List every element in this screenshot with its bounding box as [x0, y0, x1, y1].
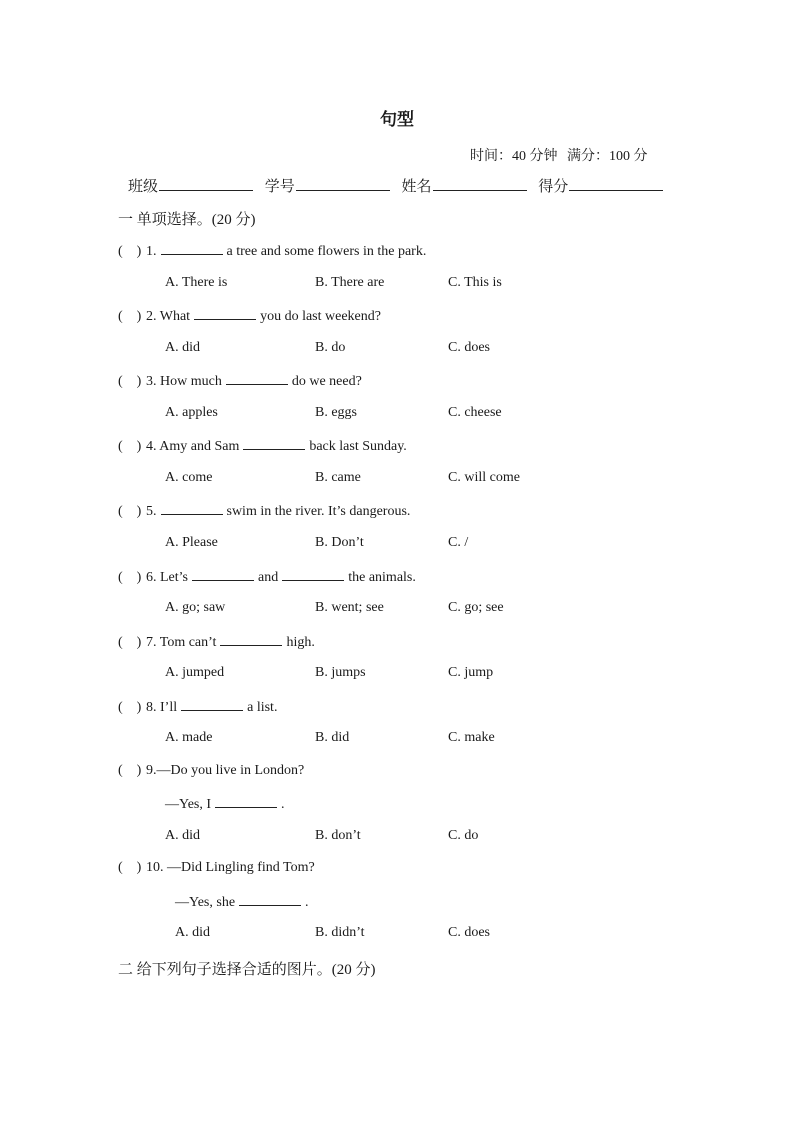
student-number-field[interactable]: 学号: [265, 175, 390, 196]
option-c[interactable]: C. does: [448, 340, 490, 355]
section-2-heading: 二 给下列句子选择合适的图片。(20 分): [118, 962, 376, 978]
class-field[interactable]: 班级: [128, 175, 253, 196]
option-a[interactable]: A. jumped: [165, 665, 225, 680]
option-b[interactable]: B. went; see: [315, 600, 384, 615]
option-c[interactable]: C. /: [448, 535, 469, 550]
answer-blank[interactable]: [243, 437, 305, 450]
option-a[interactable]: A. did: [165, 340, 200, 355]
option-a[interactable]: A. There is: [165, 275, 228, 290]
option-b[interactable]: B. eggs: [315, 405, 357, 420]
question-8: ( ) 8. I’ll a list.: [118, 700, 278, 715]
reply-9: —Yes, I .: [165, 797, 285, 812]
question-10: ( ) 10. —Did Lingling find Tom?: [118, 860, 315, 875]
time-limit: 时间：40 分钟: [470, 149, 558, 164]
answer-blank[interactable]: [192, 568, 254, 581]
answer-blank[interactable]: [161, 502, 223, 515]
option-c[interactable]: C. does: [448, 925, 490, 940]
full-score: 满分：100 分: [567, 149, 648, 164]
option-a[interactable]: A. did: [165, 828, 200, 843]
exam-info: [470, 145, 648, 165]
option-a[interactable]: A. apples: [165, 405, 218, 420]
answer-blank[interactable]: [282, 568, 344, 581]
option-b[interactable]: B. Don’t: [315, 535, 364, 550]
option-c[interactable]: C. will come: [448, 470, 520, 485]
answer-blank[interactable]: [194, 307, 256, 320]
option-a[interactable]: A. did: [175, 925, 210, 940]
question-2: ( ) 2. What you do last weekend?: [118, 309, 381, 324]
option-b[interactable]: B. came: [315, 470, 361, 485]
question-3: ( ) 3. How much do we need?: [118, 374, 362, 389]
option-c[interactable]: C. make: [448, 730, 495, 745]
option-a[interactable]: A. come: [165, 470, 213, 485]
option-c[interactable]: C. go; see: [448, 600, 504, 615]
option-b[interactable]: B. did: [315, 730, 350, 745]
question-5: ( ) 5. swim in the river. It’s dangerous.: [118, 504, 411, 519]
answer-blank[interactable]: [215, 795, 277, 808]
answer-blank[interactable]: [226, 372, 288, 385]
option-c[interactable]: C. cheese: [448, 405, 502, 420]
option-a[interactable]: A. Please: [165, 535, 218, 550]
answer-blank[interactable]: [161, 242, 223, 255]
option-c[interactable]: C. jump: [448, 665, 494, 680]
option-b[interactable]: B. jumps: [315, 665, 366, 680]
question-6: ( ) 6. Let’s and the animals.: [118, 570, 416, 585]
option-a[interactable]: A. made: [165, 730, 213, 745]
score-field[interactable]: 得分: [538, 175, 663, 196]
option-b[interactable]: B. didn’t: [315, 925, 365, 940]
question-7: ( ) 7. Tom can’t high.: [118, 635, 315, 650]
answer-blank[interactable]: [239, 893, 301, 906]
answer-blank[interactable]: [220, 633, 282, 646]
question-9: ( ) 9.—Do you live in London?: [118, 763, 305, 778]
answer-blank[interactable]: [181, 698, 243, 711]
option-c[interactable]: C. This is: [448, 275, 502, 290]
page-title: 句型: [380, 110, 414, 130]
reply-10: —Yes, she .: [175, 895, 309, 910]
student-info-row: [128, 175, 671, 196]
option-b[interactable]: B. There are: [315, 275, 385, 290]
option-b[interactable]: B. don’t: [315, 828, 361, 843]
option-a[interactable]: A. go; saw: [165, 600, 226, 615]
option-c[interactable]: C. do: [448, 828, 479, 843]
question-1: ( ) 1. a tree and some flowers in the park.: [118, 244, 427, 259]
section-1-heading: 一 单项选择。(20 分): [118, 212, 256, 228]
name-field[interactable]: 姓名: [402, 175, 527, 196]
question-4: ( ) 4. Amy and Sam back last Sunday.: [118, 439, 407, 454]
option-b[interactable]: B. do: [315, 340, 346, 355]
